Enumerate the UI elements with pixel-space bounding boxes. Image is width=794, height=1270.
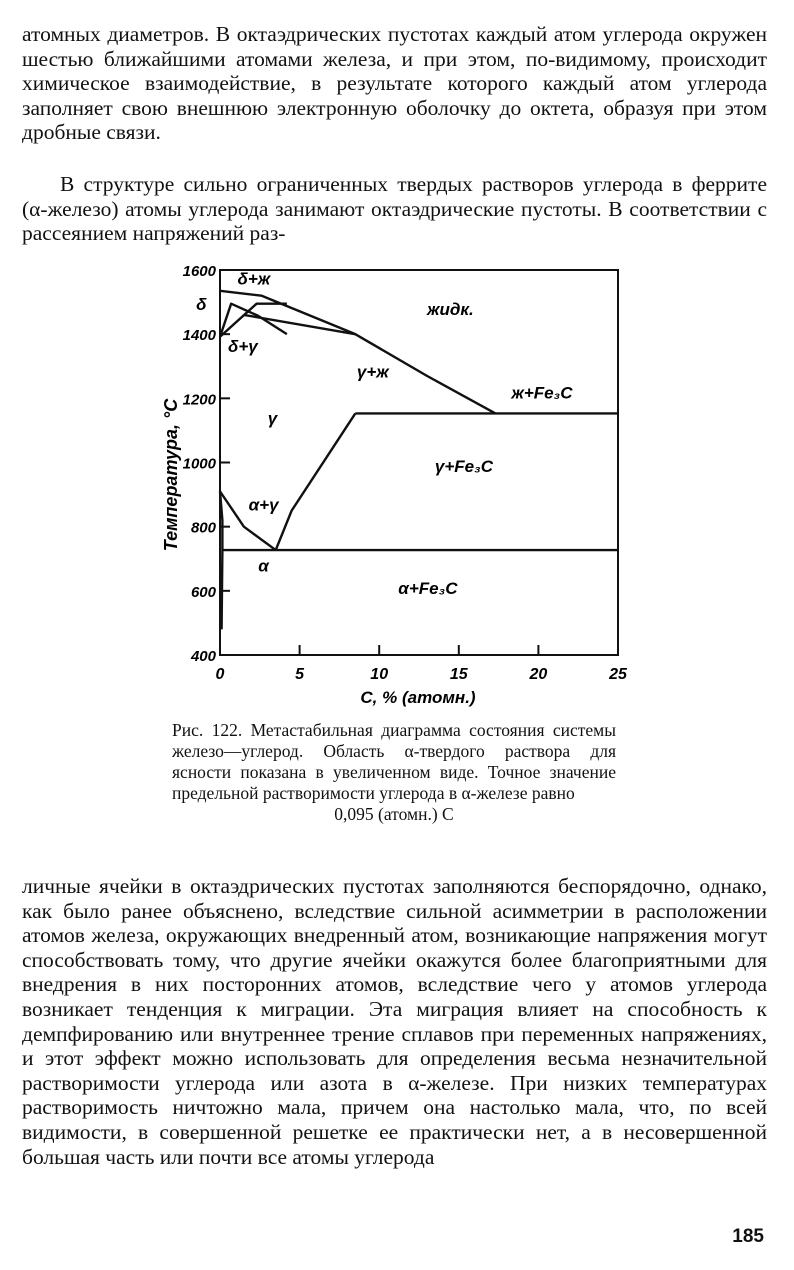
region-label: δ [196,295,207,315]
region-label: δ+ж [237,269,271,289]
y-tick-label: 1000 [182,455,216,473]
phase-boundary-5 [276,413,356,550]
x-tick-label: 20 [529,666,548,683]
region-label: ж+Fe₃C [511,383,573,403]
region-label: α+Fe₃C [398,579,458,599]
x-axis-label: C, % (атомн.) [360,688,476,707]
region-label: α+γ [248,495,279,515]
x-tick-label: 25 [609,666,627,683]
y-tick-label: 600 [190,583,216,601]
x-tick-label: 15 [449,666,468,683]
phase-boundary-3 [244,315,355,334]
page-number: 185 [732,1226,764,1247]
y-tick-label: 400 [190,648,216,665]
y-tick-label: 800 [190,519,216,537]
region-labels [196,269,573,598]
paragraph-1: атомных диаметров. В октаэдрических пустотах каждый атом углерода окружен шестью ближайшими атомами железа, и при этом, по-видимому, происходит химическое взаимодействие, в результате которого каждый атом углерода заполняет свою внешнюю электронную оболочку до октета, образуя при этом дробные связи. [22,22,767,145]
paragraph-2: В структуре сильно ограниченных твердых растворов углерода в феррите (α-железо) атомы углерода занимают октаэдрические пустоты. В соответствии с рассеянием напряжений раз- [22,172,767,246]
region-label: γ [267,409,278,428]
y-tick-label: 1600 [182,263,216,280]
region-label: γ+ж [356,362,389,382]
x-tick-label: 0 [215,666,225,683]
y-tick-label: 1400 [182,327,216,345]
region-label: α [258,556,269,576]
region-label: жидк. [426,299,474,319]
figure-caption: Рис. 122. Метастабильная диаграмма состояния системы железо—углерод. Область α-твердого раствора для ясности показана в увеличенном виде. Точное значение предельной растворимости углерода в α-железе равно [172,720,616,803]
region-label: γ+Fe₃C [434,457,494,477]
region-label: δ+γ [227,336,258,356]
y-tick-label: 1200 [182,391,216,409]
y-axis-label: Температура, °С [161,398,181,552]
paragraph-3: личные ячейки в октаэдрических пустотах заполняются беспорядочно, однако, как было ранее объяснено, вследствие сильной асимметрии в расположении атомов железа, окружающих внедренный атом, возникающие напряжения могут способствовать тому, что другие ячейки окажутся более благоприятными для внедрения в них посторонних атомов, вследствие чего у атомов углерода возникает тенденция к миграции. Эта миграция влияет на способность к демпфированию или внутреннее трение сплавов при переменных напряжениях, и этот эффект можно использовать для определения весьма незначительной растворимости углерода или азота в α-железе. При низких температурах растворимость ничтожно мала, причем она настолько мала, что, по всей видимости, в совершенной решетке ее практически нет, а в несовершенной большая часть или почти все атомы углерода [22,874,767,1169]
x-tick-label: 5 [295,666,305,683]
x-tick-label: 10 [370,666,389,683]
axis-ticks [183,263,628,683]
phase-boundary-9 [222,550,223,629]
figure-caption-last-line: 0,095 (атомн.) С [334,804,454,824]
